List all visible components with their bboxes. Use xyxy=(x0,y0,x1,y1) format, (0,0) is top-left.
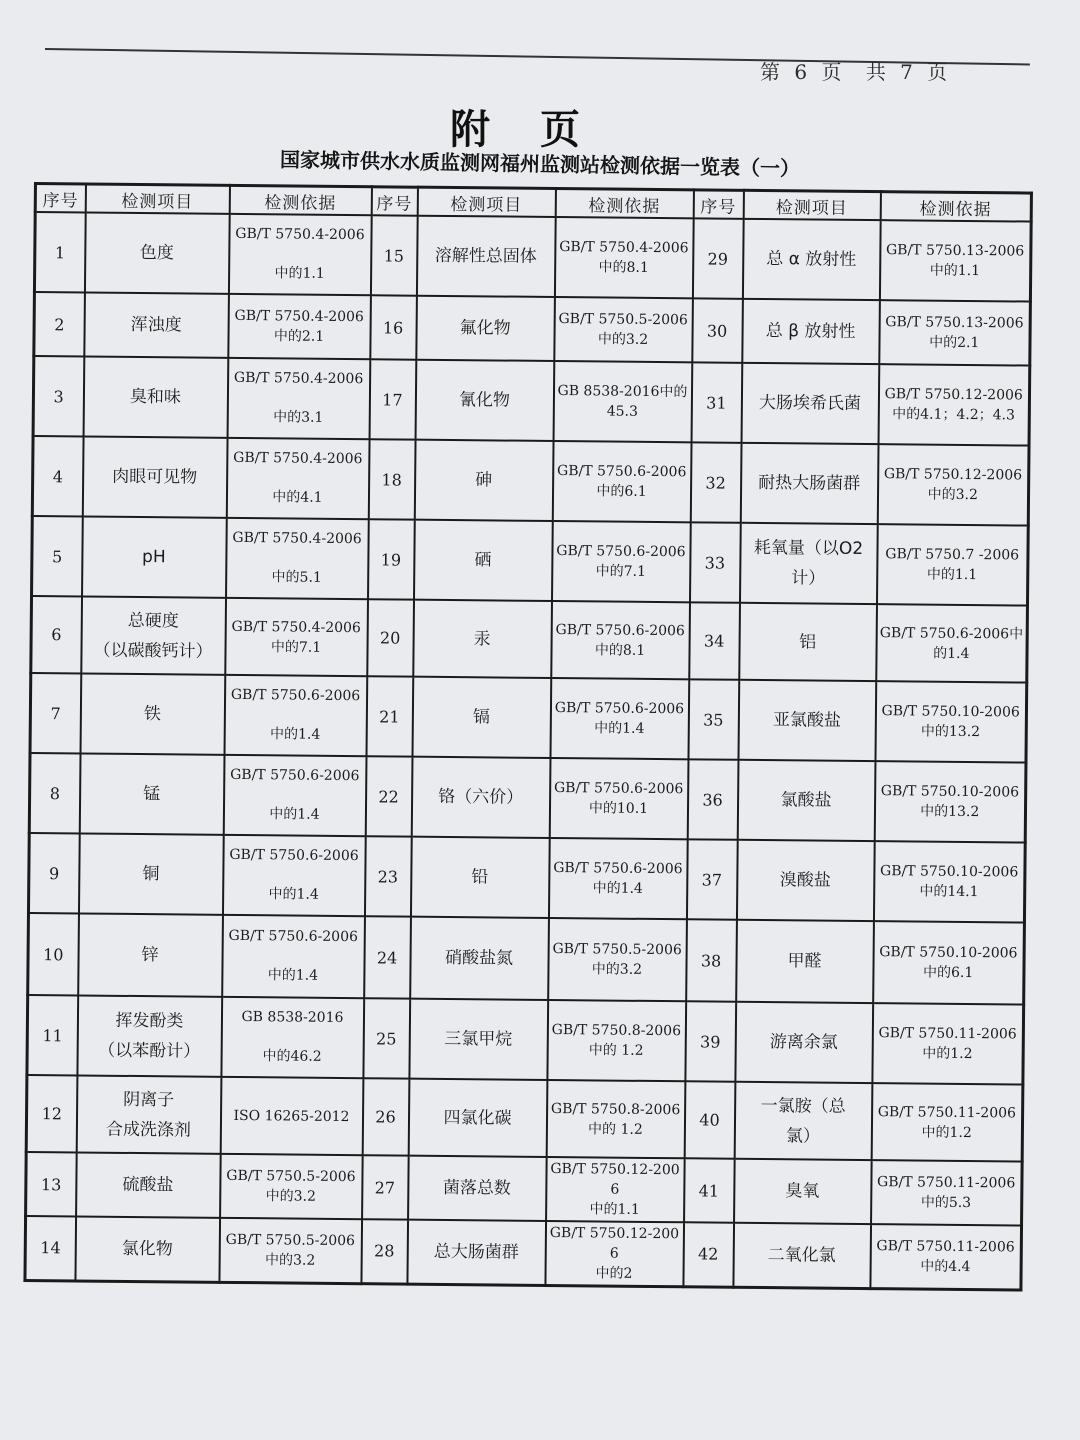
item-cell: 锰 xyxy=(79,753,224,834)
basis-cell: GB/T 5750.10-2006 中的6.1 xyxy=(873,921,1025,1004)
basis-cell: GB/T 5750.10-2006 中的13.2 xyxy=(874,761,1026,842)
basis-cell: GB/T 5750.11-2006 中的4.4 xyxy=(870,1224,1022,1289)
basis-cell: GB/T 5750.12-2006 中的2 xyxy=(545,1221,684,1286)
table-row xyxy=(31,596,1028,683)
seq-cell: 18 xyxy=(368,439,415,519)
item-cell: 溴酸盐 xyxy=(736,840,874,921)
seq-cell: 3 xyxy=(33,356,84,436)
basis-cell: GB/T 5750.11-2006 中的1.2 xyxy=(872,1003,1024,1084)
item-cell: 游离余氯 xyxy=(735,1002,873,1083)
basis-cell: GB/T 5750.6-2006 中的6.1 xyxy=(552,441,691,522)
basis-cell: GB 8538-2016 中的46.2 xyxy=(221,997,364,1078)
item-cell: 氯化物 xyxy=(75,1216,220,1281)
seq-cell: 29 xyxy=(692,218,743,298)
seq-cell: 36 xyxy=(687,759,738,839)
seq-cell: 35 xyxy=(688,679,739,759)
item-cell: 硒 xyxy=(414,520,553,601)
seq-cell: 41 xyxy=(684,1158,735,1222)
basis-cell: GB/T 5750.10-2006 中的14.1 xyxy=(873,841,1025,922)
seq-cell: 24 xyxy=(364,916,411,998)
item-cell: 二氧化氯 xyxy=(733,1223,871,1288)
item-cell: 三氯甲烷 xyxy=(409,999,548,1080)
basis-cell: GB/T 5750.8-2006 中的 1.2 xyxy=(547,1000,686,1081)
page-title: 附页 xyxy=(450,107,630,153)
col-header-item: 检测项目 xyxy=(743,190,880,220)
basis-cell: GB/T 5750.6-2006 中的8.1 xyxy=(551,601,690,679)
seq-cell: 8 xyxy=(29,753,80,833)
seq-cell: 7 xyxy=(30,673,81,753)
item-cell: 总 α 放射性 xyxy=(742,219,880,300)
item-cell: 臭氧 xyxy=(734,1159,872,1224)
item-cell: 大肠埃希氏菌 xyxy=(741,363,879,444)
item-cell: 耗氧量（以O2 计） xyxy=(739,523,877,604)
seq-cell: 37 xyxy=(686,839,737,919)
basis-cell: ISO 16265-2012 xyxy=(220,1077,363,1155)
basis-cell: GB/T 5750.11-2006 中的1.2 xyxy=(871,1083,1023,1161)
basis-cell: GB/T 5750.8-2006 中的 1.2 xyxy=(546,1080,685,1158)
seq-cell: 34 xyxy=(689,602,740,679)
seq-cell: 25 xyxy=(363,998,410,1078)
seq-cell: 11 xyxy=(27,995,78,1075)
item-cell: 铅 xyxy=(410,837,549,918)
basis-cell: GB/T 5750.6-2006 中的7.1 xyxy=(552,521,691,602)
item-cell: 氟化物 xyxy=(416,296,555,361)
basis-cell: GB/T 5750.13-2006 中的2.1 xyxy=(879,300,1031,365)
item-cell: 阴离子 合成洗涤剂 xyxy=(76,1075,221,1153)
item-cell: 亚氯酸盐 xyxy=(738,680,876,761)
item-cell: 四氯化碳 xyxy=(408,1079,547,1157)
seq-cell: 19 xyxy=(368,519,415,599)
basis-cell: GB/T 5750.4-2006 中的4.1 xyxy=(226,438,369,519)
item-cell: 色度 xyxy=(84,212,229,293)
seq-cell: 42 xyxy=(683,1222,734,1286)
item-cell: 总硬度 （以碳酸钙计） xyxy=(81,596,226,674)
table-row xyxy=(34,212,1031,302)
basis-cell: GB/T 5750.4-2006 中的7.1 xyxy=(225,598,368,676)
item-cell: 溶解性总固体 xyxy=(416,216,555,297)
seq-cell: 32 xyxy=(690,442,741,522)
col-header-basis: 检测依据 xyxy=(880,192,1031,222)
basis-cell: GB/T 5750.6-2006 中的1.4 xyxy=(548,838,687,919)
table-row xyxy=(25,1216,1022,1290)
seq-cell: 16 xyxy=(370,295,417,359)
table-row xyxy=(28,833,1025,923)
item-cell: pH xyxy=(82,516,227,597)
seq-cell: 2 xyxy=(34,292,85,356)
basis-cell: GB/T 5750.5-2006 中的3.2 xyxy=(220,1154,363,1219)
seq-cell: 6 xyxy=(31,596,82,673)
seq-cell: 14 xyxy=(25,1216,76,1280)
basis-cell: GB/T 5750.6-2006 中的1.4 xyxy=(223,755,366,836)
item-cell: 铬（六价） xyxy=(411,757,550,838)
basis-cell: GB/T 5750.6-2006 中的1.4 xyxy=(550,678,689,759)
seq-cell: 22 xyxy=(365,756,412,836)
item-cell: 氰化物 xyxy=(415,360,554,441)
seq-cell: 30 xyxy=(692,298,743,362)
item-cell: 肉眼可见物 xyxy=(82,436,227,517)
seq-cell: 20 xyxy=(367,599,414,676)
table-row xyxy=(34,292,1031,366)
seq-cell: 9 xyxy=(28,833,79,913)
col-header-basis: 检测依据 xyxy=(555,189,693,219)
table-row xyxy=(26,1152,1023,1226)
col-header-seq: 序号 xyxy=(371,187,417,216)
basis-cell: GB/T 5750.6-2006中 的1.4 xyxy=(876,604,1028,682)
table-row xyxy=(28,913,1025,1005)
item-cell: 铁 xyxy=(80,673,225,754)
table-row xyxy=(26,1075,1023,1162)
basis-cell: GB/T 5750.4-2006 中的1.1 xyxy=(228,214,371,295)
page-indicator xyxy=(760,56,961,85)
seq-cell: 33 xyxy=(689,522,740,602)
basis-cell: GB/T 5750.5-2006 中的3.2 xyxy=(554,297,693,362)
seq-cell: 17 xyxy=(369,359,416,439)
item-cell: 总 β 放射性 xyxy=(742,299,880,364)
item-cell: 砷 xyxy=(414,440,553,521)
table-row xyxy=(29,753,1026,843)
seq-cell: 31 xyxy=(691,362,742,442)
item-cell: 臭和味 xyxy=(83,356,228,437)
seq-cell: 40 xyxy=(684,1081,735,1158)
item-cell: 浑浊度 xyxy=(84,292,229,357)
seq-cell: 13 xyxy=(26,1152,77,1216)
col-header-seq: 序号 xyxy=(693,190,743,219)
item-cell: 氯酸盐 xyxy=(737,760,875,841)
basis-cell: GB/T 5750.6-2006 中的10.1 xyxy=(549,758,688,839)
standards-table xyxy=(23,182,1033,1291)
table-row xyxy=(33,356,1030,446)
item-cell: 总大肠菌群 xyxy=(407,1220,546,1285)
basis-cell: GB/T 5750.10-2006 中的13.2 xyxy=(875,681,1027,762)
table-row xyxy=(32,436,1029,526)
table-title: 国家城市供水水质监测网福州监测站检测依据一览表（一） xyxy=(279,147,801,181)
seq-cell: 39 xyxy=(685,1001,736,1081)
col-header-seq: 序号 xyxy=(35,184,85,213)
item-cell: 镉 xyxy=(412,677,551,758)
item-cell: 菌落总数 xyxy=(408,1156,547,1221)
basis-cell: GB/T 5750.6-2006 中的1.4 xyxy=(222,835,365,916)
basis-cell: GB/T 5750.6-2006 中的1.4 xyxy=(222,915,365,998)
seq-cell: 38 xyxy=(686,919,737,1001)
basis-cell: GB/T 5750.6-2006 中的1.4 xyxy=(224,675,367,756)
basis-cell: GB/T 5750.12-2006 中的4.1；4.2；4.3 xyxy=(878,364,1030,445)
seq-cell: 15 xyxy=(370,215,417,295)
seq-cell: 4 xyxy=(32,436,83,516)
table-row xyxy=(32,516,1029,606)
col-header-basis: 检测依据 xyxy=(229,185,371,215)
table-body xyxy=(25,212,1031,1290)
item-cell: 汞 xyxy=(413,600,552,678)
seq-cell: 21 xyxy=(366,676,413,756)
seq-cell: 27 xyxy=(362,1155,409,1219)
page-total: 共 7 页 xyxy=(865,60,952,84)
item-cell: 挥发酚类 （以苯酚计） xyxy=(77,995,222,1076)
basis-cell: GB/T 5750.11-2006 中的5.3 xyxy=(871,1160,1023,1225)
item-cell: 硝酸盐氮 xyxy=(410,917,549,1000)
seq-cell: 26 xyxy=(362,1078,409,1155)
col-header-item: 检测项目 xyxy=(85,184,229,214)
basis-cell: GB/T 5750.5-2006 中的3.2 xyxy=(548,918,687,1001)
table-row xyxy=(30,673,1027,763)
seq-cell: 1 xyxy=(34,212,85,292)
item-cell: 铜 xyxy=(78,833,223,914)
basis-cell: GB/T 5750.4-2006 中的2.1 xyxy=(228,294,371,359)
item-cell: 一氯胺（总 氯） xyxy=(734,1082,872,1160)
basis-cell: GB/T 5750.12-2006 中的3.2 xyxy=(877,444,1029,525)
document-sheet xyxy=(23,182,1030,1292)
basis-cell: GB/T 5750.4-2006 中的8.1 xyxy=(554,217,693,298)
page-number: 第 6 页 xyxy=(760,60,846,84)
seq-cell: 10 xyxy=(28,913,79,995)
seq-cell: 28 xyxy=(361,1219,408,1283)
basis-cell: GB 8538-2016中的 45.3 xyxy=(553,361,692,442)
basis-cell: GB/T 5750.7 -2006 中的1.1 xyxy=(876,524,1028,605)
basis-cell: GB/T 5750.13-2006 中的1.1 xyxy=(879,220,1031,301)
basis-cell: GB/T 5750.5-2006 中的3.2 xyxy=(219,1218,362,1283)
basis-cell: GB/T 5750.12-2006 中的1.1 xyxy=(546,1157,685,1222)
table-row xyxy=(27,995,1024,1085)
col-header-item: 检测项目 xyxy=(417,187,555,217)
seq-cell: 23 xyxy=(364,836,411,916)
item-cell: 锌 xyxy=(78,913,223,996)
item-cell: 甲醛 xyxy=(736,920,874,1003)
item-cell: 硫酸盐 xyxy=(76,1152,221,1217)
item-cell: 耐热大肠菌群 xyxy=(740,443,878,524)
item-cell: 铝 xyxy=(739,603,877,681)
seq-cell: 12 xyxy=(26,1075,77,1152)
basis-cell: GB/T 5750.4-2006 中的5.1 xyxy=(226,518,369,599)
basis-cell: GB/T 5750.4-2006 中的3.1 xyxy=(227,358,370,439)
seq-cell: 5 xyxy=(32,516,83,596)
